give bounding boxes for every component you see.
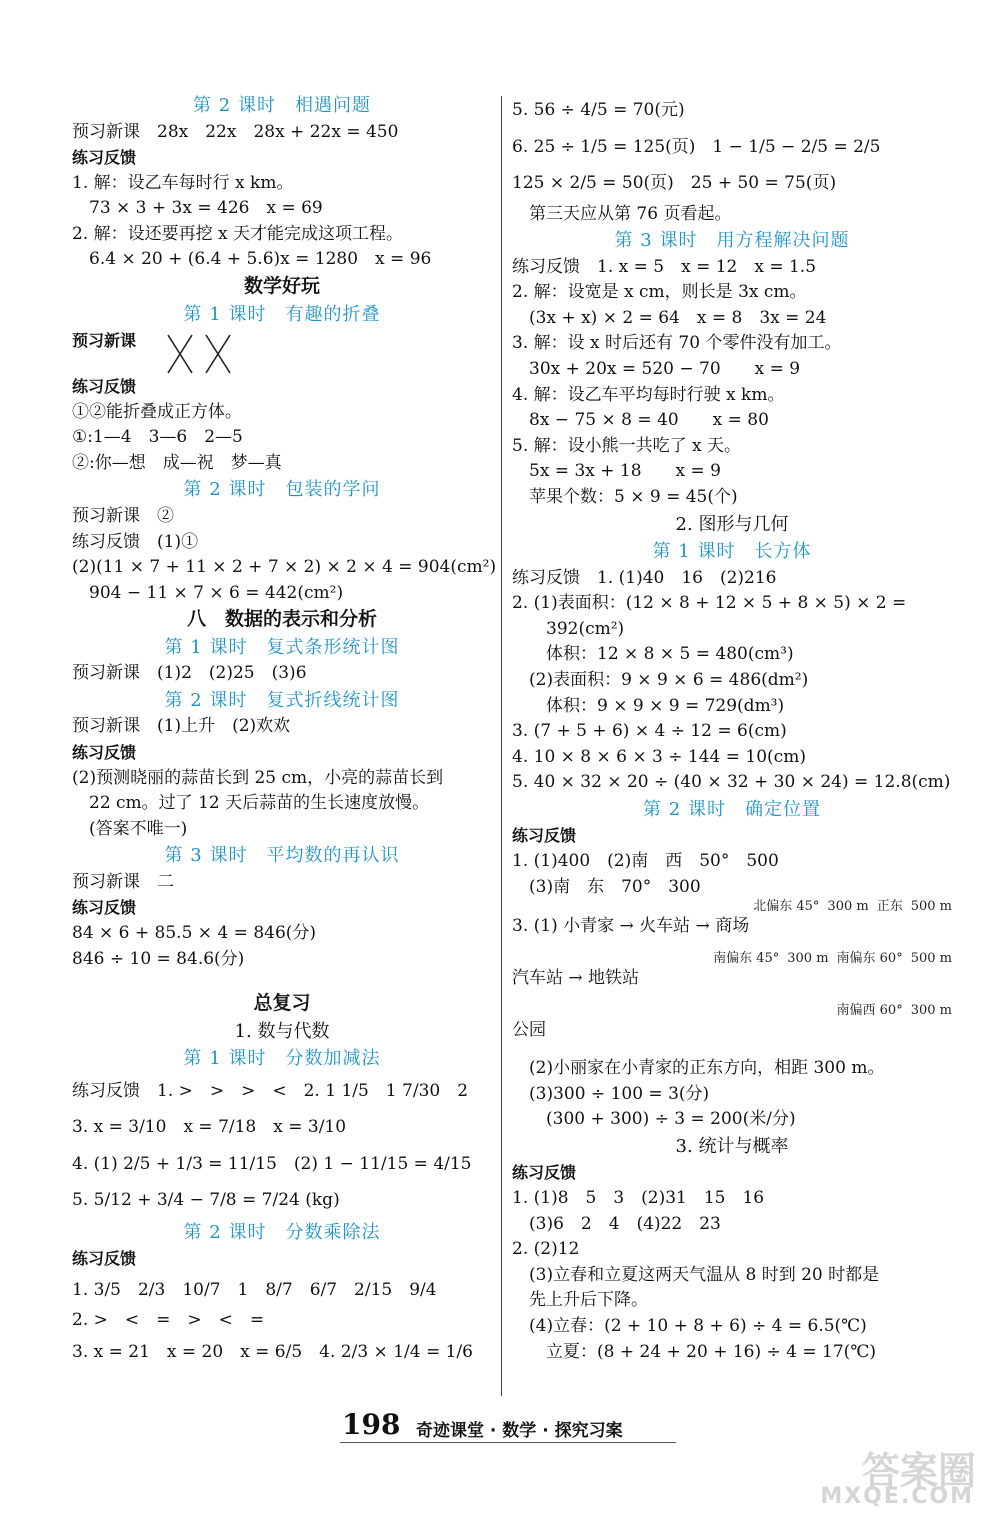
- route-label-r2-2: 南偏东 60°: [836, 951, 903, 967]
- section-heading-28: 第 3 课时 平均数的再认识: [164, 845, 400, 867]
- right-line-3: 第三天应从第 76 页看起。: [512, 203, 732, 224]
- practice-label-24: 练习反馈: [72, 743, 137, 762]
- footer-rule: [340, 1442, 676, 1443]
- right-line-30: 3. (1) 小青家 → 火车站 → 商场 北偏东 45° 300 m 正东 500 m: [512, 899, 952, 937]
- route-label-r3-1: 300 m: [910, 1003, 952, 1019]
- section-heading-41: 第 2 课时 分数乘除法: [183, 1221, 381, 1243]
- route-label-r1-1: 300 m: [827, 899, 869, 915]
- left-line-17: (2)(11 × 7 + 11 × 2 + 7 × 2) × 2 × 4 = 904(cm²): [72, 557, 497, 578]
- right-line-19: 392(cm²): [512, 618, 625, 639]
- fold-cross-diagram: [162, 331, 252, 377]
- right-line-39: (3)6 2 4 (4)22 23: [512, 1213, 721, 1234]
- right-line-23: 3. (7 + 5 + 6) × 4 ÷ 12 = 6(cm): [512, 721, 787, 742]
- left-line-32: 846 ÷ 10 = 84.6(分): [72, 948, 245, 969]
- right-line-20: 体积：12 × 8 × 5 = 480(cm³): [512, 644, 794, 665]
- chapter-heading-34: 总复习: [253, 992, 311, 1015]
- watermark-url: MXQE.COM: [820, 1484, 974, 1509]
- left-line-3: 1. 解：设乙车每时行 x km。: [72, 172, 294, 193]
- left-line-1: 预习新课 28x 22x 28x + 22x = 450: [72, 121, 399, 142]
- right-line-11: 8x − 75 × 8 = 40 x = 80: [512, 410, 769, 431]
- right-line-22: 体积：9 × 9 × 9 = 729(dm³): [512, 695, 785, 716]
- right-line-44: 立夏：(8 + 24 + 20 + 16) ÷ 4 = 17(℃): [512, 1341, 876, 1362]
- right-column: [512, 92, 952, 1365]
- left-line-45: 3. x = 21 x = 20 x = 6/5 4. 2/3 × 1/4 = 1/6: [72, 1341, 473, 1362]
- left-line-13: ②:你—想 成—祝 梦—真: [72, 452, 282, 473]
- left-line-23: 预习新课 (1)上升 (2)欢欢: [72, 716, 291, 737]
- right-line-13: 5x = 3x + 18 x = 9: [512, 461, 721, 482]
- column-divider: [501, 96, 502, 1396]
- section-heading-22: 第 2 课时 复式折线统计图: [164, 689, 400, 711]
- left-line-26: 22 cm。过了 12 天后蒜苗的生长速度放慢。: [72, 793, 430, 814]
- right-line-12: 5. 解：设小熊一共吃了 x 天。: [512, 435, 742, 456]
- practice-label-2: 练习反馈: [72, 148, 137, 168]
- left-line-44: 2. > < = > < =: [72, 1310, 265, 1331]
- right-line-6: 2. 解：设宽是 x cm，则长是 3x cm。: [512, 282, 807, 303]
- section-heading-4: 第 3 课时 用方程解决问题: [614, 230, 850, 252]
- section-heading-0: 第 2 课时 相遇问题: [193, 95, 371, 116]
- watermark: [806, 1440, 976, 1510]
- left-line-43: 1. 3/5 2/3 10/7 1 8/7 6/7 2/15 9/4: [72, 1279, 437, 1300]
- right-line-43: (4)立春：(2 + 10 + 8 + 6) ÷ 4 = 6.5(℃): [512, 1316, 867, 1336]
- left-line-12: ①:1—4 3—6 2—5: [72, 427, 243, 448]
- section-heading-8: 第 1 课时 有趣的折叠: [183, 303, 381, 325]
- right-line-31: 汽车站 → 地铁站 南偏东 45° 300 m 南偏东 60° 500 m: [512, 951, 952, 989]
- sub-heading-35: 1. 数与代数: [234, 1020, 330, 1042]
- left-line-6: 6.4 × 20 + (6.4 + 5.6)x = 1280 x = 96: [72, 249, 432, 270]
- practice-label-10: 练习反馈: [72, 377, 137, 397]
- left-line-21: 预习新课 (1)2 (2)25 (3)6: [72, 663, 307, 684]
- section-heading-20: 第 1 课时 复式条形统计图: [164, 636, 400, 658]
- left-line-29: 预习新课 二: [72, 871, 174, 892]
- left-line-4: 73 × 3 + 3x = 426 x = 69: [72, 198, 323, 219]
- right-line-41: (3)立春和立夏这两天气温从 8 时到 20 时都是: [512, 1264, 880, 1285]
- left-line-16: 练习反馈 (1)①: [72, 531, 199, 552]
- sub-heading-36: 3. 统计与概率: [675, 1135, 789, 1157]
- sub-heading-15: 2. 图形与几何: [675, 513, 789, 535]
- right-line-32: 公园 南偏西 60° 300 m: [512, 1003, 952, 1041]
- right-line-21: (2)表面积：9 × 9 × 6 = 486(dm²): [512, 669, 809, 690]
- watermark-logo: 答案圈: [861, 1449, 976, 1493]
- right-line-14: 苹果个数：5 × 9 = 45(个): [512, 486, 738, 507]
- right-line-10: 4. 解：设乙车平均每时行驶 x km。: [512, 384, 785, 405]
- route-label-r2-1: 300 m: [787, 951, 829, 967]
- route-label-r2-0: 南偏东 45°: [713, 951, 780, 967]
- left-line-33: [72, 972, 492, 990]
- route-label-r1-3: 500 m: [910, 899, 952, 915]
- right-line-24: 4. 10 × 8 × 6 × 3 ÷ 144 = 10(cm): [512, 746, 806, 767]
- route-labels-r1: [745, 900, 952, 914]
- route-label-r1-2: 正东: [876, 899, 903, 915]
- left-line-37: 练习反馈 1. > > > < 2. 1 1/5 1 7/30 2: [72, 1080, 469, 1101]
- right-line-34: (3)300 ÷ 100 = 3(分): [512, 1083, 710, 1104]
- left-line-9: 预习新课: [72, 328, 492, 374]
- right-line-9: 30x + 20x = 520 − 70 x = 9: [512, 358, 801, 379]
- right-line-35: (300 + 300) ÷ 3 = 200(米/分): [512, 1109, 796, 1130]
- right-line-17: 练习反馈 1. (1)40 16 (2)216: [512, 567, 777, 588]
- right-line-42: 先上升后下降。: [512, 1290, 648, 1311]
- left-column: [72, 92, 497, 1370]
- left-line-31: 84 × 6 + 85.5 × 4 = 846(分): [72, 923, 317, 944]
- right-line-2: 125 × 2/5 = 50(页) 25 + 50 = 75(页): [512, 173, 837, 193]
- section-heading-16: 第 1 课时 长方体: [652, 541, 812, 563]
- left-line-27: (答案不唯一): [72, 818, 188, 839]
- practice-label-27: 练习反馈: [512, 826, 577, 846]
- right-line-40: 2. (2)12: [512, 1239, 580, 1260]
- page-footer: [340, 1410, 680, 1444]
- left-line-11: ①②能折叠成正方体。: [72, 401, 242, 422]
- right-line-33: (2)小丽家在小青家的正东方向，相距 300 m。: [512, 1058, 885, 1079]
- left-line-40: 5. 5/12 + 3/4 − 7/8 = 7/24 (kg): [72, 1190, 340, 1211]
- right-line-8: 3. 解：设 x 时后还有 70 个零件没有加工。: [512, 333, 842, 354]
- left-line-15: 预习新课 ②: [72, 505, 174, 526]
- left-line-25: (2)预测晓丽的蒜苗长到 25 cm，小亮的蒜苗长到: [72, 767, 444, 788]
- chapter-heading-19: 八 数据的表示和分析: [186, 608, 377, 631]
- left-line-38: 3. x = 3/10 x = 7/18 x = 3/10: [72, 1117, 347, 1138]
- section-heading-36: 第 1 课时 分数加减法: [183, 1048, 381, 1070]
- route-label-r1-0: 北偏东 45°: [753, 899, 820, 915]
- right-line-25: 5. 40 × 32 × 20 ÷ (40 × 32 + 30 × 24) = 12.8(cm): [512, 772, 951, 793]
- book-title: 奇迹课堂 · 数学 · 探究习案: [416, 1421, 623, 1441]
- right-line-29: (3)南 东 70° 300: [512, 876, 701, 897]
- right-line-28: 1. (1)400 (2)南 西 50° 500: [512, 850, 779, 871]
- page-number: 198: [342, 1408, 401, 1441]
- practice-label-30: 练习反馈: [72, 898, 137, 918]
- section-heading-26: 第 2 课时 确定位置: [643, 798, 821, 820]
- right-line-18: 2. (1)表面积：(12 × 8 + 12 × 5 + 8 × 5) × 2 =: [512, 593, 907, 614]
- section-heading-14: 第 2 课时 包装的学问: [183, 479, 381, 501]
- route-labels-r3: [829, 1004, 952, 1018]
- practice-label-42: 练习反馈: [72, 1249, 137, 1269]
- right-line-7: (3x + x) × 2 = 64 x = 8 3x = 24: [512, 307, 827, 328]
- route-label-r3-0: 南偏西 60°: [836, 1003, 903, 1019]
- left-line-5: 2. 解：设还要再挖 x 天才能完成这项工程。: [72, 223, 404, 244]
- right-line-0: 5. 56 ÷ 4/5 = 70(元): [512, 100, 685, 120]
- route-labels-r2: [705, 952, 952, 966]
- route-label-r2-3: 500 m: [910, 951, 952, 967]
- right-line-38: 1. (1)8 5 3 (2)31 15 16: [512, 1188, 765, 1209]
- practice-label-37: 练习反馈: [512, 1163, 577, 1183]
- left-line-18: 904 − 11 × 7 × 6 = 442(cm²): [72, 582, 344, 603]
- left-line-39: 4. (1) 2/5 + 1/3 = 11/15 (2) 1 − 11/15 = 4/15: [72, 1153, 472, 1174]
- chapter-heading-7: 数学好玩: [243, 275, 320, 298]
- right-line-5: 练习反馈 1. x = 5 x = 12 x = 1.5: [512, 256, 817, 277]
- right-line-1: 6. 25 ÷ 1/5 = 125(页) 1 − 1/5 − 2/5 = 2/5: [512, 136, 881, 157]
